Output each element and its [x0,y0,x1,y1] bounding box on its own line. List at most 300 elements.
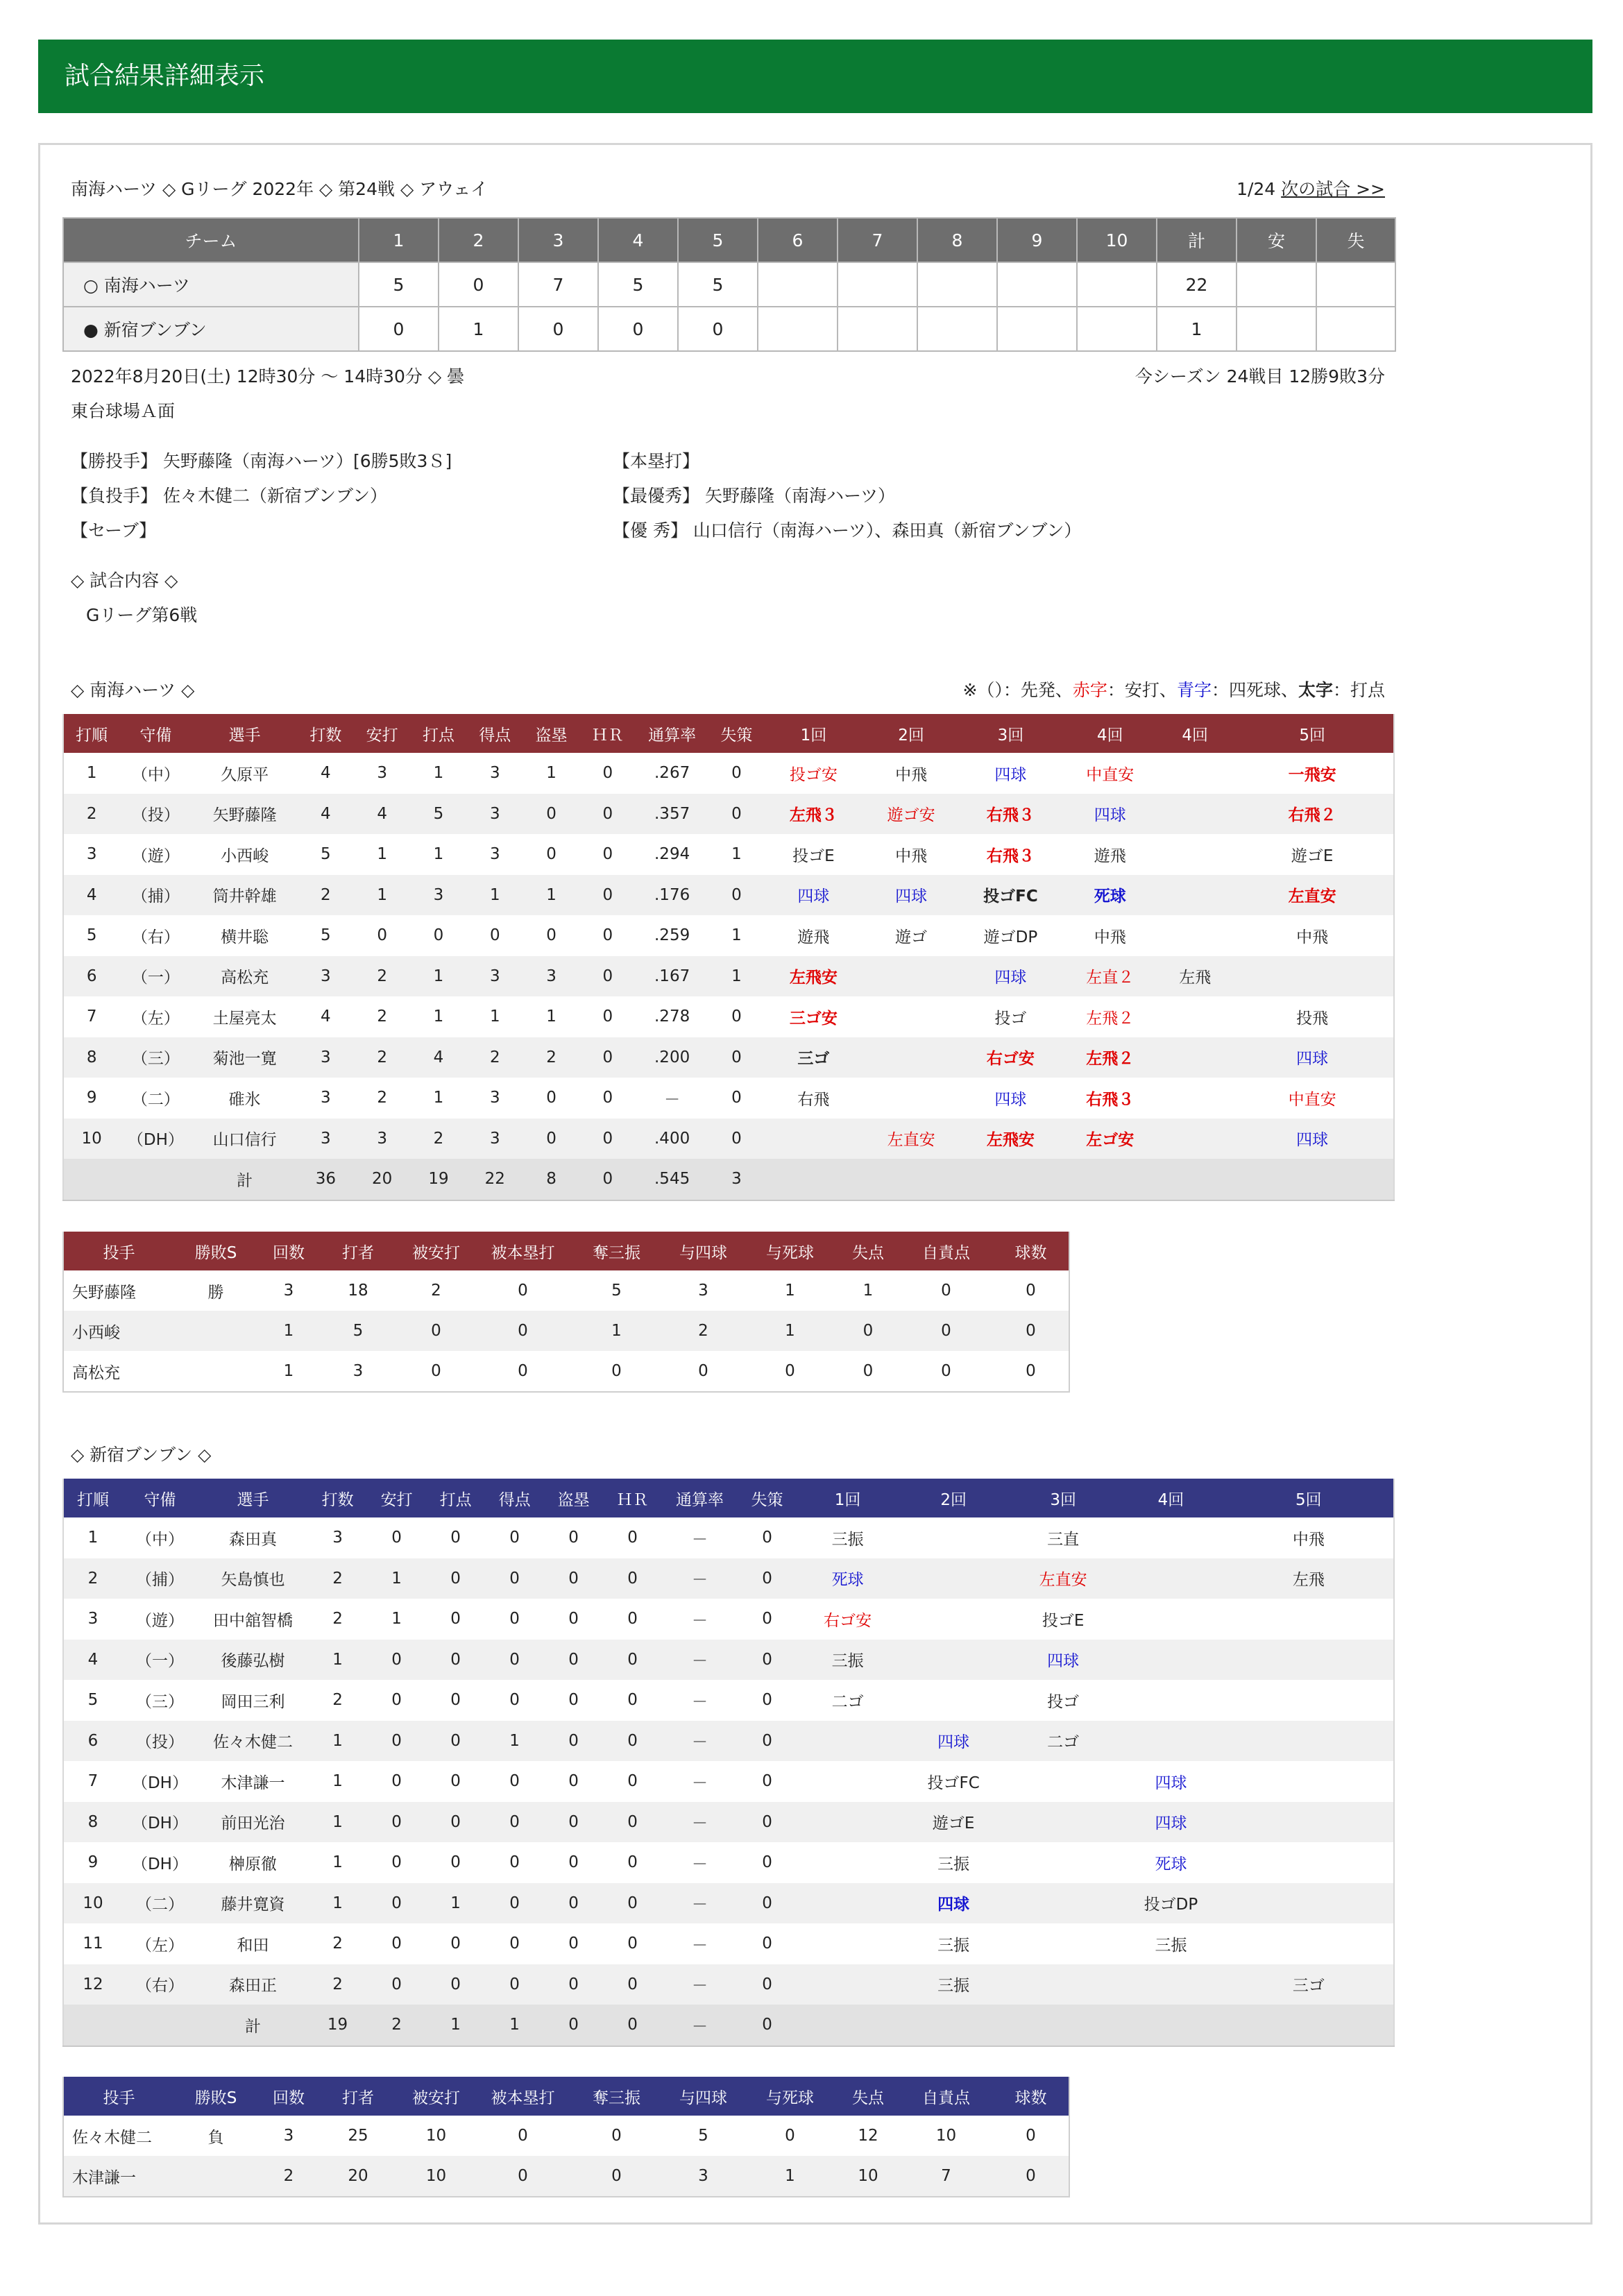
batter-ab-cell: 2 [308,1558,367,1599]
batter-name-cell: 土屋亮太 [212,1009,277,1028]
batter-r-cell: 1 [485,1721,544,1762]
pitcher-stat-cell: 10 [396,2156,476,2197]
team2-batting-table [62,1479,1395,2047]
batter-r-cell: 0 [509,1529,520,1547]
pitcher-name-cell: 高松充 [72,1363,120,1382]
pitcher-stat-cell: 5 [320,1311,396,1351]
batter-avg-cell: .267 [654,764,690,783]
inning-result-cell [765,1119,863,1159]
inning-result-cell [899,1558,1008,1599]
batter-h-cell: 2 [377,1089,387,1107]
batter-name-cell: 和田 [237,1936,269,1955]
batting-header-cell: 安打 [354,714,410,753]
inning-result-cell [797,1802,899,1843]
batter-h-cell: 0 [391,1691,402,1710]
batter-r-cell: 0 [485,1640,544,1681]
batter-pos-cell: （投） [119,794,192,835]
batter-r-cell: 0 [509,1691,520,1710]
inning-result-cell [1008,1842,1118,1883]
inning-result-cell: 四球 [899,1721,1008,1762]
inning-result-cell [1118,1517,1224,1558]
batter-hr-cell: 0 [627,1610,638,1629]
batting-header-cell: 失策 [708,714,765,753]
page-title: 試合結果詳細表示 [38,40,1592,113]
scoreboard-score-cell: 1 [1157,307,1237,351]
legend-blue: 青字 [1176,680,1212,700]
batter-ab-cell: 1 [332,1853,343,1872]
pitcher-row [63,1351,1069,1392]
pitcher-stat-cell: 0 [941,1282,951,1300]
inning-result-cell: 左飛２ [1086,1009,1135,1028]
scoreboard-header-cell: 失 [1316,218,1395,262]
pitcher-row [63,2116,1069,2156]
inning-result-cell [1159,915,1231,956]
batter-pos-cell: （二） [122,1883,198,1924]
scoreboard-score-cell: 0 [598,307,678,351]
pitching-header-cell: 与四球 [663,2077,743,2116]
scoreboard-team-cell [63,307,359,351]
scoreboard-score-cell: 5 [598,262,678,307]
batter-pos-cell: （遊） [135,1611,184,1630]
total-e-cell: 3 [708,1159,765,1200]
batter-no-cell: 11 [83,1934,103,1953]
scoreboard-score-cell [997,262,1077,307]
inning-result-cell: 遊飛 [797,928,830,946]
pitcher-stat-cell: 2 [663,1311,743,1351]
inning-result-cell: 三振 [1155,1936,1187,1955]
batting-header-cell: 1回 [797,1479,899,1517]
batter-r-cell: 2 [467,1037,523,1078]
scoreboard-score-cell [917,307,997,351]
inning-result-cell [1008,1802,1118,1843]
batter-h-cell: 0 [367,1883,426,1924]
inning-result-cell: 投飛 [1296,1009,1329,1028]
batter-hr-cell: 0 [603,1964,662,2005]
batter-sb-cell: 0 [544,1721,603,1762]
total-r-cell: 22 [467,1159,523,1200]
batter-e-cell: 0 [731,1089,742,1107]
batter-pos-cell: （DH） [131,1855,188,1873]
pitching-header-cell: 与死球 [743,2077,837,2116]
total-spacer-cell [119,1159,192,1200]
lose-pitcher [71,484,387,509]
scoreboard-score-cell [1237,307,1316,351]
match-datetime: 2022年8月20日(土) 12時30分 ～ 14時30分 ◇ 曇 [71,366,465,386]
scoreboard-row [63,307,1395,351]
batter-hr-cell: 0 [579,1119,636,1159]
inning-result-cell: 四球 [1155,1774,1187,1792]
inning-result-cell [1224,1599,1394,1640]
batter-sb-cell: 0 [568,1772,579,1791]
batter-e-cell: 1 [731,845,742,864]
team2-pitching-table [62,2077,1070,2197]
batter-h-cell: 2 [377,1007,387,1026]
batter-name-cell: 高松充 [192,956,298,997]
batter-name-cell: 菊池一寛 [192,1037,298,1078]
batter-ab-cell: 3 [298,956,354,997]
batter-rbi-cell: 1 [433,845,444,864]
inning-result-cell: 左飛２ [1061,1037,1159,1078]
pitcher-stat-cell: 0 [570,2156,663,2197]
total-hr-cell: 0 [603,2005,662,2046]
batter-ab-cell: 2 [332,1610,343,1629]
batter-e-cell: 0 [708,875,765,916]
save-pitcher [71,518,156,543]
total-hr-cell: 0 [579,1159,636,1200]
batter-e-cell: 0 [762,1610,772,1629]
batter-ab-cell: 1 [308,1883,367,1924]
team-result-mark: ○ [83,275,99,296]
batter-no-cell: 6 [63,956,119,997]
batter-name-cell: 久原平 [221,765,269,784]
inning-result-cell [1224,1761,1394,1802]
batter-pos-cell: （捕） [119,875,192,916]
batter-avg-cell: － [662,1721,738,1762]
batter-avg-cell: － [692,1855,708,1873]
pitching-header-cell: 打者 [320,1232,396,1270]
batter-ab-cell: 3 [321,1089,331,1107]
batter-hr-cell: 0 [603,1883,662,1924]
pitcher-stat-cell: 7 [899,2156,993,2197]
batter-sb-cell: 1 [523,875,579,916]
scoreboard-score-cell [997,307,1077,351]
next-match-link[interactable]: 次の試合 >> [1281,179,1385,199]
batter-rbi-cell: 0 [450,1610,461,1629]
scoreboard-header-cell: 3 [518,218,598,262]
inning-result-cell: 三振 [937,1936,970,1955]
legend-red: 赤字 [1072,680,1107,700]
batter-no-cell: 1 [87,1529,99,1547]
batter-rbi-cell: 0 [450,1934,461,1953]
batter-pos-cell: （中） [135,1530,184,1549]
scoreboard-score-cell [838,262,917,307]
inning-result-cell: 一飛安 [1288,765,1336,784]
pitching-header-cell: 投手 [63,2077,174,2116]
content-text: Gリーグ第6戦 [86,605,198,625]
excellent-value: 山口信行（南海ハーツ）、森田真（新宿ブンブン） [692,520,1082,541]
inning-result-cell: 三振 [797,1640,899,1681]
inning-result-cell [797,1842,899,1883]
inning-result-cell: 投ゴE [1042,1611,1085,1630]
inning-result-cell: 遊ゴ [895,928,928,946]
batter-sb-cell: 0 [546,1089,556,1107]
batter-r-cell: 3 [467,794,523,835]
batter-rbi-cell: 0 [450,1691,461,1710]
batter-name-cell: 前田光治 [198,1802,308,1843]
batting-header-cell: 打数 [298,714,354,753]
batter-row [63,915,1394,956]
batter-h-cell: 0 [367,1802,426,1843]
inning-result-cell: 中飛 [1296,928,1329,946]
batter-row [63,1842,1394,1883]
pitcher-stat-cell: 3 [698,1282,708,1300]
batter-ab-cell: 4 [298,794,354,835]
pitching-header-cell: 自責点 [899,2077,993,2116]
legend-prefix: ※（）：先発、 [962,680,1073,700]
pitcher-stat-cell: 0 [518,1362,528,1380]
batter-sb-cell: 0 [568,1529,579,1547]
batter-pos-cell: （右） [122,1964,198,2005]
total-spacer-cell [765,1159,863,1200]
inning-result-cell [1118,1599,1224,1640]
total-sb-cell: 8 [523,1159,579,1200]
batter-e-cell: 0 [708,1037,765,1078]
pitching-header-cell: 奪三振 [570,2077,663,2116]
batter-r-cell: 3 [467,1119,523,1159]
batter-rbi-cell: 0 [426,1802,485,1843]
legend-mid2: ：四死球、 [1211,680,1298,700]
total-label-cell: 計 [198,2005,308,2046]
batting-total-row [63,2005,1394,2046]
total-ab-cell: 36 [298,1159,354,1200]
batter-name-cell: 木津謙一 [221,1774,285,1792]
batter-rbi-cell: 2 [410,1119,466,1159]
batter-e-cell: 0 [738,1558,797,1599]
batting-total-row [63,1159,1394,1200]
batter-pos-cell: （左） [135,1936,184,1955]
pitching-header-cell: 打者 [320,2077,396,2116]
scoreboard [62,217,1396,352]
pitcher-stat-cell: 0 [396,1311,476,1351]
scoreboard-score-cell: 5 [678,262,758,307]
total-rbi-cell: 19 [410,1159,466,1200]
total-spacer-cell [63,2005,122,2046]
inning-result-cell [1118,1680,1224,1721]
batter-sb-cell: 2 [523,1037,579,1078]
batter-avg-cell: .200 [636,1037,708,1078]
pitching-header-cell: 失点 [837,2077,899,2116]
batter-h-cell: 0 [377,926,387,945]
batter-rbi-cell: 0 [426,1721,485,1762]
inning-result-cell: 左直安 [1008,1558,1118,1599]
inning-result-cell: 遊ゴDP [983,928,1038,946]
batter-rbi-cell: 1 [426,1883,485,1924]
batter-no-cell: 3 [87,1610,99,1629]
batter-r-cell: 3 [467,956,523,997]
batter-sb-cell: 0 [568,1691,579,1710]
total-rbi-cell: 1 [426,2005,485,2046]
batter-sb-cell: 0 [544,1640,603,1681]
pitcher-stat-cell: 0 [1026,1362,1036,1380]
pitcher-stat-cell [174,2156,257,2197]
inning-result-cell: 右飛 [797,1090,830,1109]
batter-row [63,834,1394,875]
batter-e-cell: 0 [762,1529,772,1547]
batter-h-cell: 1 [391,1610,402,1629]
batter-rbi-cell: 0 [426,1558,485,1599]
batting-header-cell: 打順 [63,1479,122,1517]
batter-avg-cell: － [692,1774,708,1792]
batter-sb-cell: 0 [544,1883,603,1924]
inning-result-cell: 三振 [937,1855,970,1873]
batter-pos-cell: （遊） [131,847,180,865]
batting-header-cell: 選手 [198,1479,308,1517]
batter-rbi-cell: 0 [426,1640,485,1681]
total-avg-cell: .545 [636,1159,708,1200]
batter-r-cell: 3 [489,845,500,864]
batter-r-cell: 0 [509,1610,520,1629]
batter-hr-cell: 0 [602,1089,613,1107]
batter-row [63,1037,1394,1078]
batter-sb-cell: 1 [546,1007,556,1026]
team1-heading: ◇ 南海ハーツ ◇ [71,680,195,700]
total-spacer-cell [1008,2005,1118,2046]
inning-result-cell: 投ゴFC [960,875,1061,916]
total-spacer-cell [899,2005,1008,2046]
home-run [613,449,699,474]
batter-no-cell: 6 [63,1721,122,1762]
pitching-header-cell: 球数 [993,1232,1069,1270]
pitcher-stat-cell: 1 [863,1282,874,1300]
excellent-players [613,518,1081,543]
win-pitcher-label: 【勝投手】 [71,451,158,471]
save-label: 【セーブ】 [71,520,157,541]
pitching-header-cell: 被本塁打 [476,1232,570,1270]
total-h-cell: 20 [354,1159,410,1200]
inning-result-cell: 左飛安 [765,956,863,997]
batter-sb-cell: 0 [568,1853,579,1872]
batter-e-cell: 0 [762,1772,772,1791]
batter-h-cell: 1 [354,875,410,916]
pitcher-stat-cell: 3 [283,1282,294,1300]
inning-result-cell [1231,956,1394,997]
inning-result-cell: 四球 [765,875,863,916]
scoreboard-score-cell: 0 [439,262,518,307]
inning-result-cell [899,1517,1008,1558]
pitching-header-cell: 回数 [257,2077,320,2116]
batter-h-cell: 0 [391,1529,402,1547]
scoreboard-header-cell: 4 [598,218,678,262]
batter-name-cell: 森田真 [229,1530,278,1549]
inning-result-cell [1224,1680,1394,1721]
team2-pitching-header [63,2077,1069,2116]
pitcher-stat-cell: 0 [863,1362,874,1380]
pitching-header-cell: 回数 [257,1232,320,1270]
batter-hr-cell: 0 [627,1853,638,1872]
pitcher-stat-cell [174,1351,257,1392]
lose-pitcher-label: 【負投手】 [71,486,158,506]
inning-result-cell [1008,1883,1118,1924]
batter-sb-cell: 0 [523,1119,579,1159]
batting-header-cell: 4回 [1159,714,1231,753]
inning-result-cell: 中飛 [1292,1530,1325,1549]
pitcher-stat-cell: 10 [935,2127,957,2145]
team2-batting-header [63,1479,1394,1517]
batter-h-cell: 3 [354,1119,410,1159]
batting-header-cell: 守備 [119,714,192,753]
batter-sb-cell: 3 [523,956,579,997]
batter-sb-cell: 0 [544,1558,603,1599]
scoreboard-score-cell [1077,262,1157,307]
batter-avg-cell: .278 [654,1007,690,1026]
total-spacer-cell [1159,1159,1231,1200]
batter-hr-cell: 0 [603,1721,662,1762]
team1-batting-table [62,714,1395,1201]
pitcher-stat-cell: 3 [352,1362,364,1380]
batter-ab-cell: 5 [321,845,331,864]
batter-no-cell: 9 [86,1089,97,1107]
batter-no-cell: 2 [63,794,119,835]
pitcher-name-cell: 小西峻 [63,1311,174,1351]
inning-result-cell: 死球 [1155,1855,1187,1873]
inning-result-cell: 三直 [1047,1530,1080,1549]
batter-avg-cell: － [662,1964,738,2005]
batter-avg-cell: .167 [636,956,708,997]
batter-h-cell: 4 [354,794,410,835]
batter-no-cell: 1 [86,764,97,783]
pitcher-stat-cell: 5 [698,2127,708,2145]
batter-no-cell: 2 [63,1558,122,1599]
pitcher-stat-cell: 0 [476,2156,570,2197]
batter-avg-cell: － [692,1936,708,1955]
batter-e-cell: 0 [731,1007,742,1026]
batter-no-cell: 5 [87,1691,99,1710]
inning-result-cell [1224,1640,1394,1681]
scoreboard-row [63,262,1395,307]
batter-e-cell: 0 [762,1934,772,1953]
batting-header-cell: 得点 [485,1479,544,1517]
inning-result-cell [1159,996,1231,1037]
inning-result-cell [899,1680,1008,1721]
scoreboard-header-cell: 計 [1157,218,1237,262]
batter-e-cell: 1 [731,926,742,945]
inning-result-cell: 左飛 [1224,1558,1394,1599]
inning-result-cell: 右飛３ [1086,1090,1135,1109]
pitching-header-cell: 勝敗S [174,2077,257,2116]
batting-header-cell: 2回 [899,1479,1008,1517]
batting-header-cell: 通算率 [662,1479,738,1517]
batter-row [63,1640,1394,1681]
batter-sb-cell: 1 [546,764,556,783]
batting-header-cell: 3回 [960,714,1061,753]
batter-avg-cell: － [662,1640,738,1681]
batter-hr-cell: 0 [602,1007,613,1026]
scoreboard-team-cell [63,262,359,307]
pitching-header-cell: 自責点 [899,1232,993,1270]
pitcher-stat-cell: 勝 [207,1283,224,1302]
scoreboard-header-cell: 1 [359,218,439,262]
inning-result-cell [863,996,960,1037]
batter-avg-cell: － [692,1611,708,1630]
batter-ab-cell: 3 [298,1119,354,1159]
batter-no-cell: 10 [63,1883,122,1924]
batter-name-cell: 筒井幹雄 [192,875,298,916]
inning-result-cell [1159,875,1231,916]
inning-result-cell [1159,1078,1231,1119]
pitcher-stat-cell: 12 [858,2127,878,2145]
pitcher-stat-cell: 0 [476,1311,570,1351]
team-result-mark: ● [83,320,99,340]
batter-hr-cell: 0 [602,845,613,864]
batting-header-cell: 通算率 [636,714,708,753]
batter-pos-cell: （三） [135,1692,184,1711]
batter-pos-cell: （一） [119,956,192,997]
inning-result-cell: 四球 [994,765,1027,784]
batter-e-cell: 0 [738,1721,797,1762]
batter-pos-cell: （DH） [122,1802,198,1843]
inning-result-cell: 四球 [1061,794,1159,835]
scoreboard-score-cell: 7 [518,262,598,307]
scoreboard-score-cell [1316,262,1395,307]
batter-rbi-cell: 0 [450,1529,461,1547]
pitcher-stat-cell: 0 [611,2127,622,2145]
total-h-cell: 2 [367,2005,426,2046]
total-spacer-cell [122,2005,198,2046]
inning-result-cell [863,1078,960,1119]
inning-result-cell: 三振 [899,1964,1008,2005]
pitcher-stat-cell: 0 [899,1311,993,1351]
batter-hr-cell: 0 [579,1037,636,1078]
